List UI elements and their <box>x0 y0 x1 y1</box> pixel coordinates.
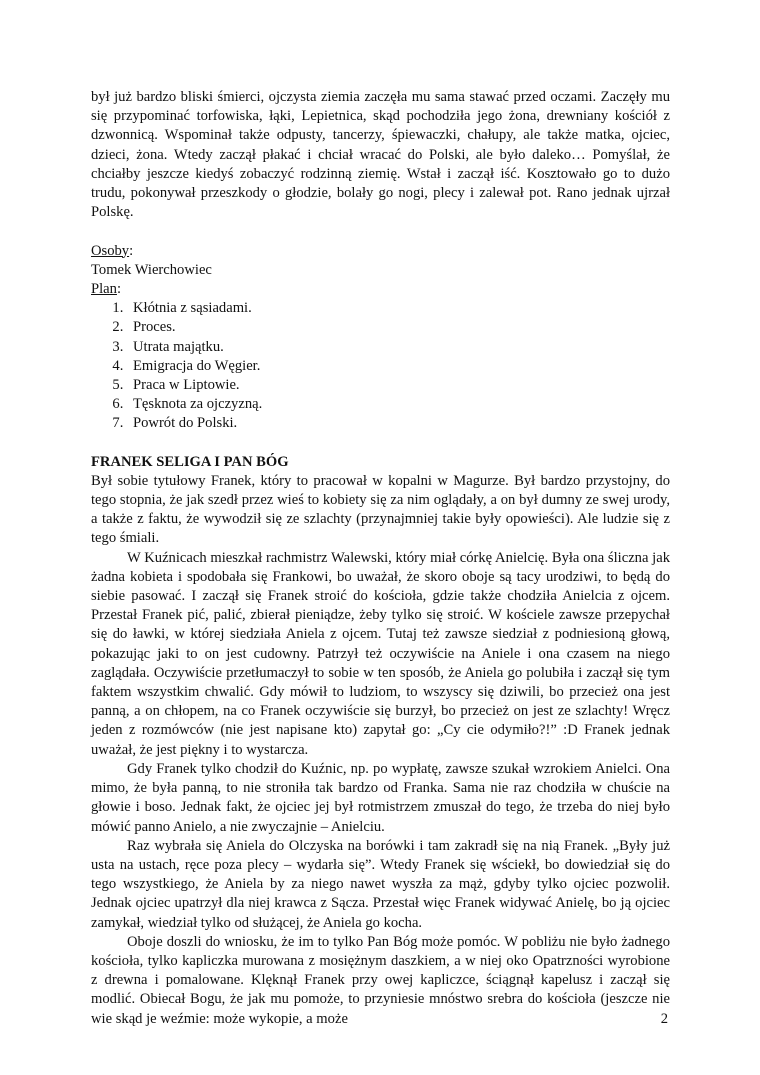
blank-line <box>91 222 670 241</box>
plan-section <box>91 280 670 299</box>
plan-colon: : <box>116 281 122 298</box>
intro-paragraph: był już bardzo bliski śmierci, ojczysta ziemia zaczęła mu sama stawać przed oczami. Zaczęły mu się przypominać torfowiska, łąki, Lepietnica, skąd pochodziła jego żona, drewniany kościół z dzwonnicą. Wspominał także odpusty, tancerzy, śpiewaczki, chałupy, ale także matka, ojciec, dzieci, żona. Wtedy zaczął płakać i chciał wracać do Polski, ale było daleko… Pomyślał, że chciałby jeszcze kiedyś zobaczyć rodzinną ziemię. Wstał i zaczął iść. Kosztowało go to dużo trudu, pokonywał przeszkody o głodzie, bolały go nogi, plecy i zalewał pot. Rano jednak ujrzał Polskę. <box>91 89 670 221</box>
plan-item: 6. Tęsknota za ojczyzną. <box>127 395 670 414</box>
page-number: 2 <box>660 1011 668 1027</box>
story-paragraph: Był sobie tytułowy Franek, który to pracował w kopalni w Magurze. Był bardzo przystojny, do tego stopnia, że jak szedł przez wieś to kobiety się za nim oglądały, a on był dumny ze swej urody, a także z faktu, że wywodził się ze szlachty (przynajmniej takie były opowieści). Ale ludzie się z tego śmiali. <box>91 472 670 547</box>
section-heading: FRANEK SELIGA I PAN BÓG <box>91 453 289 470</box>
plan-item: 1. Kłótnia z sąsiadami. <box>127 299 670 318</box>
plan-item: 5. Praca w Liptowie. <box>127 376 670 395</box>
story-paragraph: Gdy Franek tylko chodził do Kuźnic, np. po wypłatę, zawsze szukał wzrokiem Anielci. Ona mimo, że była panną, to nie stroniła tak bardzo od Franka. Sama nie raz chodziła w chuście na głowie i boso. Jednak fakt, że ojciec jej był rotmistrzem zmuszał do tego, że trzeba do niej było mówić panno Anielo, a nie zwyczajnie – Anielciu. <box>91 760 670 835</box>
plan-item: 7. Powrót do Polski. <box>127 414 670 433</box>
document-body <box>91 88 670 1029</box>
plan-label: Plan <box>91 281 117 298</box>
plan-item: 3. Utrata majątku. <box>127 338 670 357</box>
person-name: Tomek Wierchowiec <box>91 261 212 278</box>
persons-section <box>91 242 670 261</box>
plan-list <box>91 299 670 433</box>
story-paragraph: Oboje doszli do wniosku, że im to tylko Pan Bóg może pomóc. W pobliżu nie było żadnego kościoła, tylko kapliczka murowana z mosiężnym daszkiem, a w niej oko Opatrzności wyrobione z drewna i pomalowane. Klęknął Franek przy owej kapliczce, ściągnął kapelusz i zaczął się modlić. Obiecał Bogu, że jak mu pomoże, to przyniesie mnóstwo srebra do kościoła (jeszcze nie wie skąd je weźmie: może wykopie, a może <box>91 933 670 1027</box>
story-paragraph: Raz wybrała się Aniela do Olczyska na borówki i tam zakradł się na nią Franek. „Były już usta na ustach, ręce poza plecy – wydarła się”. Wtedy Franek się wściekł, bo dowiedział się do tego wszystkiego, że Aniela by za niego nawet wyszła za mąż, gdyby tylko ojciec pozwolił. Jednak ojciec upatrzył dla niej krawca z Sącza. Przestał więc Franek widywać Anielę, bo ją ojciec zamykał, wiedział tylko od służącej, że Aniela go kocha. <box>91 837 670 931</box>
persons-label: Osoby <box>91 242 130 259</box>
story-paragraph: W Kuźnicach mieszkał rachmistrz Walewski, który miał córkę Anielcię. Była ona śliczna jak żadna kobieta i spodobała się Frankowi, bo uważał, że skoro oboje są tacy urodziwi, to będą do siebie pasować. I zaczął się Franek stroić do kościoła, gdzie także chodziła Anielcia z ojcem. Przestał Franek pić, palić, zbierał pieniądze, żeby tylko się stroić. W kościele zawsze przepychał się do ławki, w której siedziała Aniela z ojcem. Tutaj też zawsze siedział z podniesioną głową, pokazując jaki to on jest cudowny. Patrzył też oczywiście na Aniele i ona czasem na niego zaglądała. Oczywiście przetłumaczył to sobie w ten sposób, że Aniela go polubiła i zaczął się tym faktem wszystkim chwalić. Gdy mówił to ludziom, to wszyscy się dziwili, bo przecież ona jest panną, a on chłopem, na co Franek oczywiście się burzył, bo przecież on jest ze szlachty! Wręcz jeden z rozmówców (nie jest napisane kto) zapytał go: „Cy cie odymiło?!” :D Franek jednak uważał, że jest piękny i to wystarcza. <box>91 549 670 758</box>
persons-colon: : <box>129 242 134 259</box>
plan-item: 2. Proces. <box>127 318 670 337</box>
plan-item: 4. Emigracja do Węgier. <box>127 357 670 376</box>
